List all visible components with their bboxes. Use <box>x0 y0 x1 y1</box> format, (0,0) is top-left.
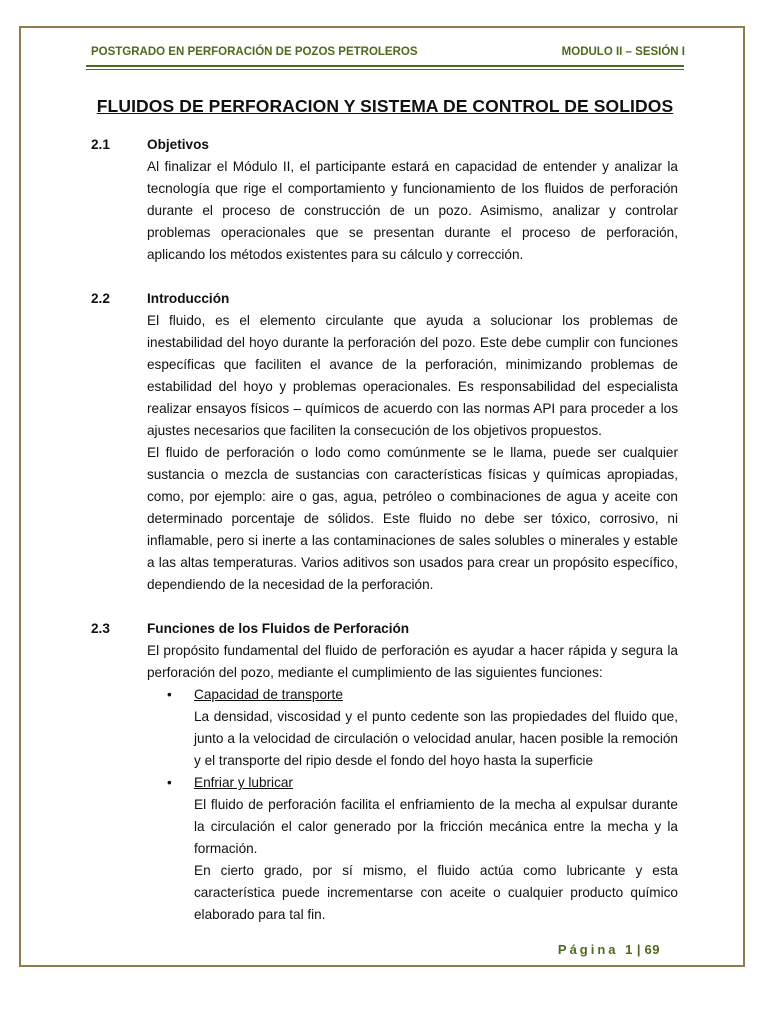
header-rule <box>86 65 684 67</box>
section-body <box>147 640 678 926</box>
footer-total-pages: 69 <box>644 942 660 957</box>
header-course-title: POSTGRADO EN PERFORACIÓN DE POZOS PETROLEROS <box>91 46 418 58</box>
section-body <box>147 310 678 596</box>
section-heading <box>91 288 678 310</box>
header-module-session: MODULO II – SESIÓN I <box>561 46 685 58</box>
section-heading <box>91 618 678 640</box>
bullet-heading <box>167 684 678 706</box>
paragraph: El fluido, es el elemento circulante que ayuda a solucionar los problemas de inestabilidad del hoyo durante la perforación del pozo. Este debe cumplir con funciones específicas que faciliten el avance de la perforación, minimizando problemas de estabilidad del hoyo y problemas operacionales. Es responsabilidad del especialista realizar ensayos físicos – químicos de acuerdo con las normas API para proceder a los ajustes necesarios que faciliten la consecución de los objetivos propuestos. <box>147 313 678 438</box>
bullet-icon: • <box>167 687 172 702</box>
paragraph: El fluido de perforación o lodo como comúnmente se le llama, puede ser cualquier sustancia o mezcla de sustancias con características físicas y químicas apropiadas, como, por ejemplo: aire o gas, agua, petróleo o combinaciones de agua y aceite con determinado porcentaje de sólidos. Este fluido no debe ser tóxico, corrosivo, ni inflamable, pero si inerte a las contaminaciones de sales solubles o minerales y estable a las altas temperaturas. Varios aditivos son usados para crear un propósito específico, dependiendo de la necesidad de la perforación. <box>147 445 678 592</box>
paragraph: El fluido de perforación facilita el enfriamiento de la mecha al expulsar durante la circulación el calor generado por la fricción mecánica entre la mecha y la formación. <box>194 797 678 856</box>
bullet-heading <box>167 772 678 794</box>
section-funciones <box>91 618 678 926</box>
section-introduccion <box>91 288 678 596</box>
footer-page-number: 1 <box>625 942 633 957</box>
paragraph: En cierto grado, por sí mismo, el fluido actúa como lubricante y esta característica puede incrementarse con aceite o cualquier producto químico elaborado para tal fin. <box>194 863 678 922</box>
section-number: 2.1 <box>91 137 110 152</box>
page-footer <box>470 942 660 957</box>
bullet-item-transporte <box>167 684 678 772</box>
bullet-item-enfriar <box>167 772 678 926</box>
paragraph: Al finalizar el Módulo II, el participante estará en capacidad de entender y analizar la tecnología que rige el comportamiento y funcionamiento de los fluidos de perforación durante el proceso de construcción de un pozo. Asimismo, analizar y controlar problemas operacionales que se presentan durante el proceso de perforación, aplicando los métodos existentes para su cálculo y corrección. <box>147 159 678 262</box>
section-title: Introducción <box>147 291 230 306</box>
bullet-icon: • <box>167 775 172 790</box>
section-number: 2.2 <box>91 291 110 306</box>
section-heading <box>91 134 678 156</box>
section-body <box>147 156 678 266</box>
bullet-title: Enfriar y lubricar <box>194 775 293 790</box>
document-title: FLUIDOS DE PERFORACION Y SISTEMA DE CONTROL DE SOLIDOS <box>96 96 674 116</box>
document-body <box>91 134 678 948</box>
header-rule-thin <box>86 69 684 70</box>
bullet-list <box>167 684 678 926</box>
bullet-title: Capacidad de transporte <box>194 687 343 702</box>
footer-separator: | <box>636 942 641 957</box>
section-objetivos <box>91 134 678 266</box>
section-title: Funciones de los Fluidos de Perforación <box>147 621 410 636</box>
bullet-body <box>194 706 678 772</box>
paragraph: El propósito fundamental del fluido de perforación es ayudar a hacer rápida y segura la perforación del pozo, mediante el cumplimiento de las siguientes funciones: <box>147 643 678 680</box>
bullet-body <box>194 794 678 926</box>
section-number: 2.3 <box>91 621 110 636</box>
footer-page-word: Página <box>557 942 619 957</box>
running-header <box>91 46 685 58</box>
paragraph: La densidad, viscosidad y el punto cedente son las propiedades del fluido que, junto a la velocidad de circulación o velocidad anular, hacen posible la remoción y el transporte del ripio desde el fondo del hoyo hasta la superficie <box>194 709 678 768</box>
section-title: Objetivos <box>147 137 209 152</box>
